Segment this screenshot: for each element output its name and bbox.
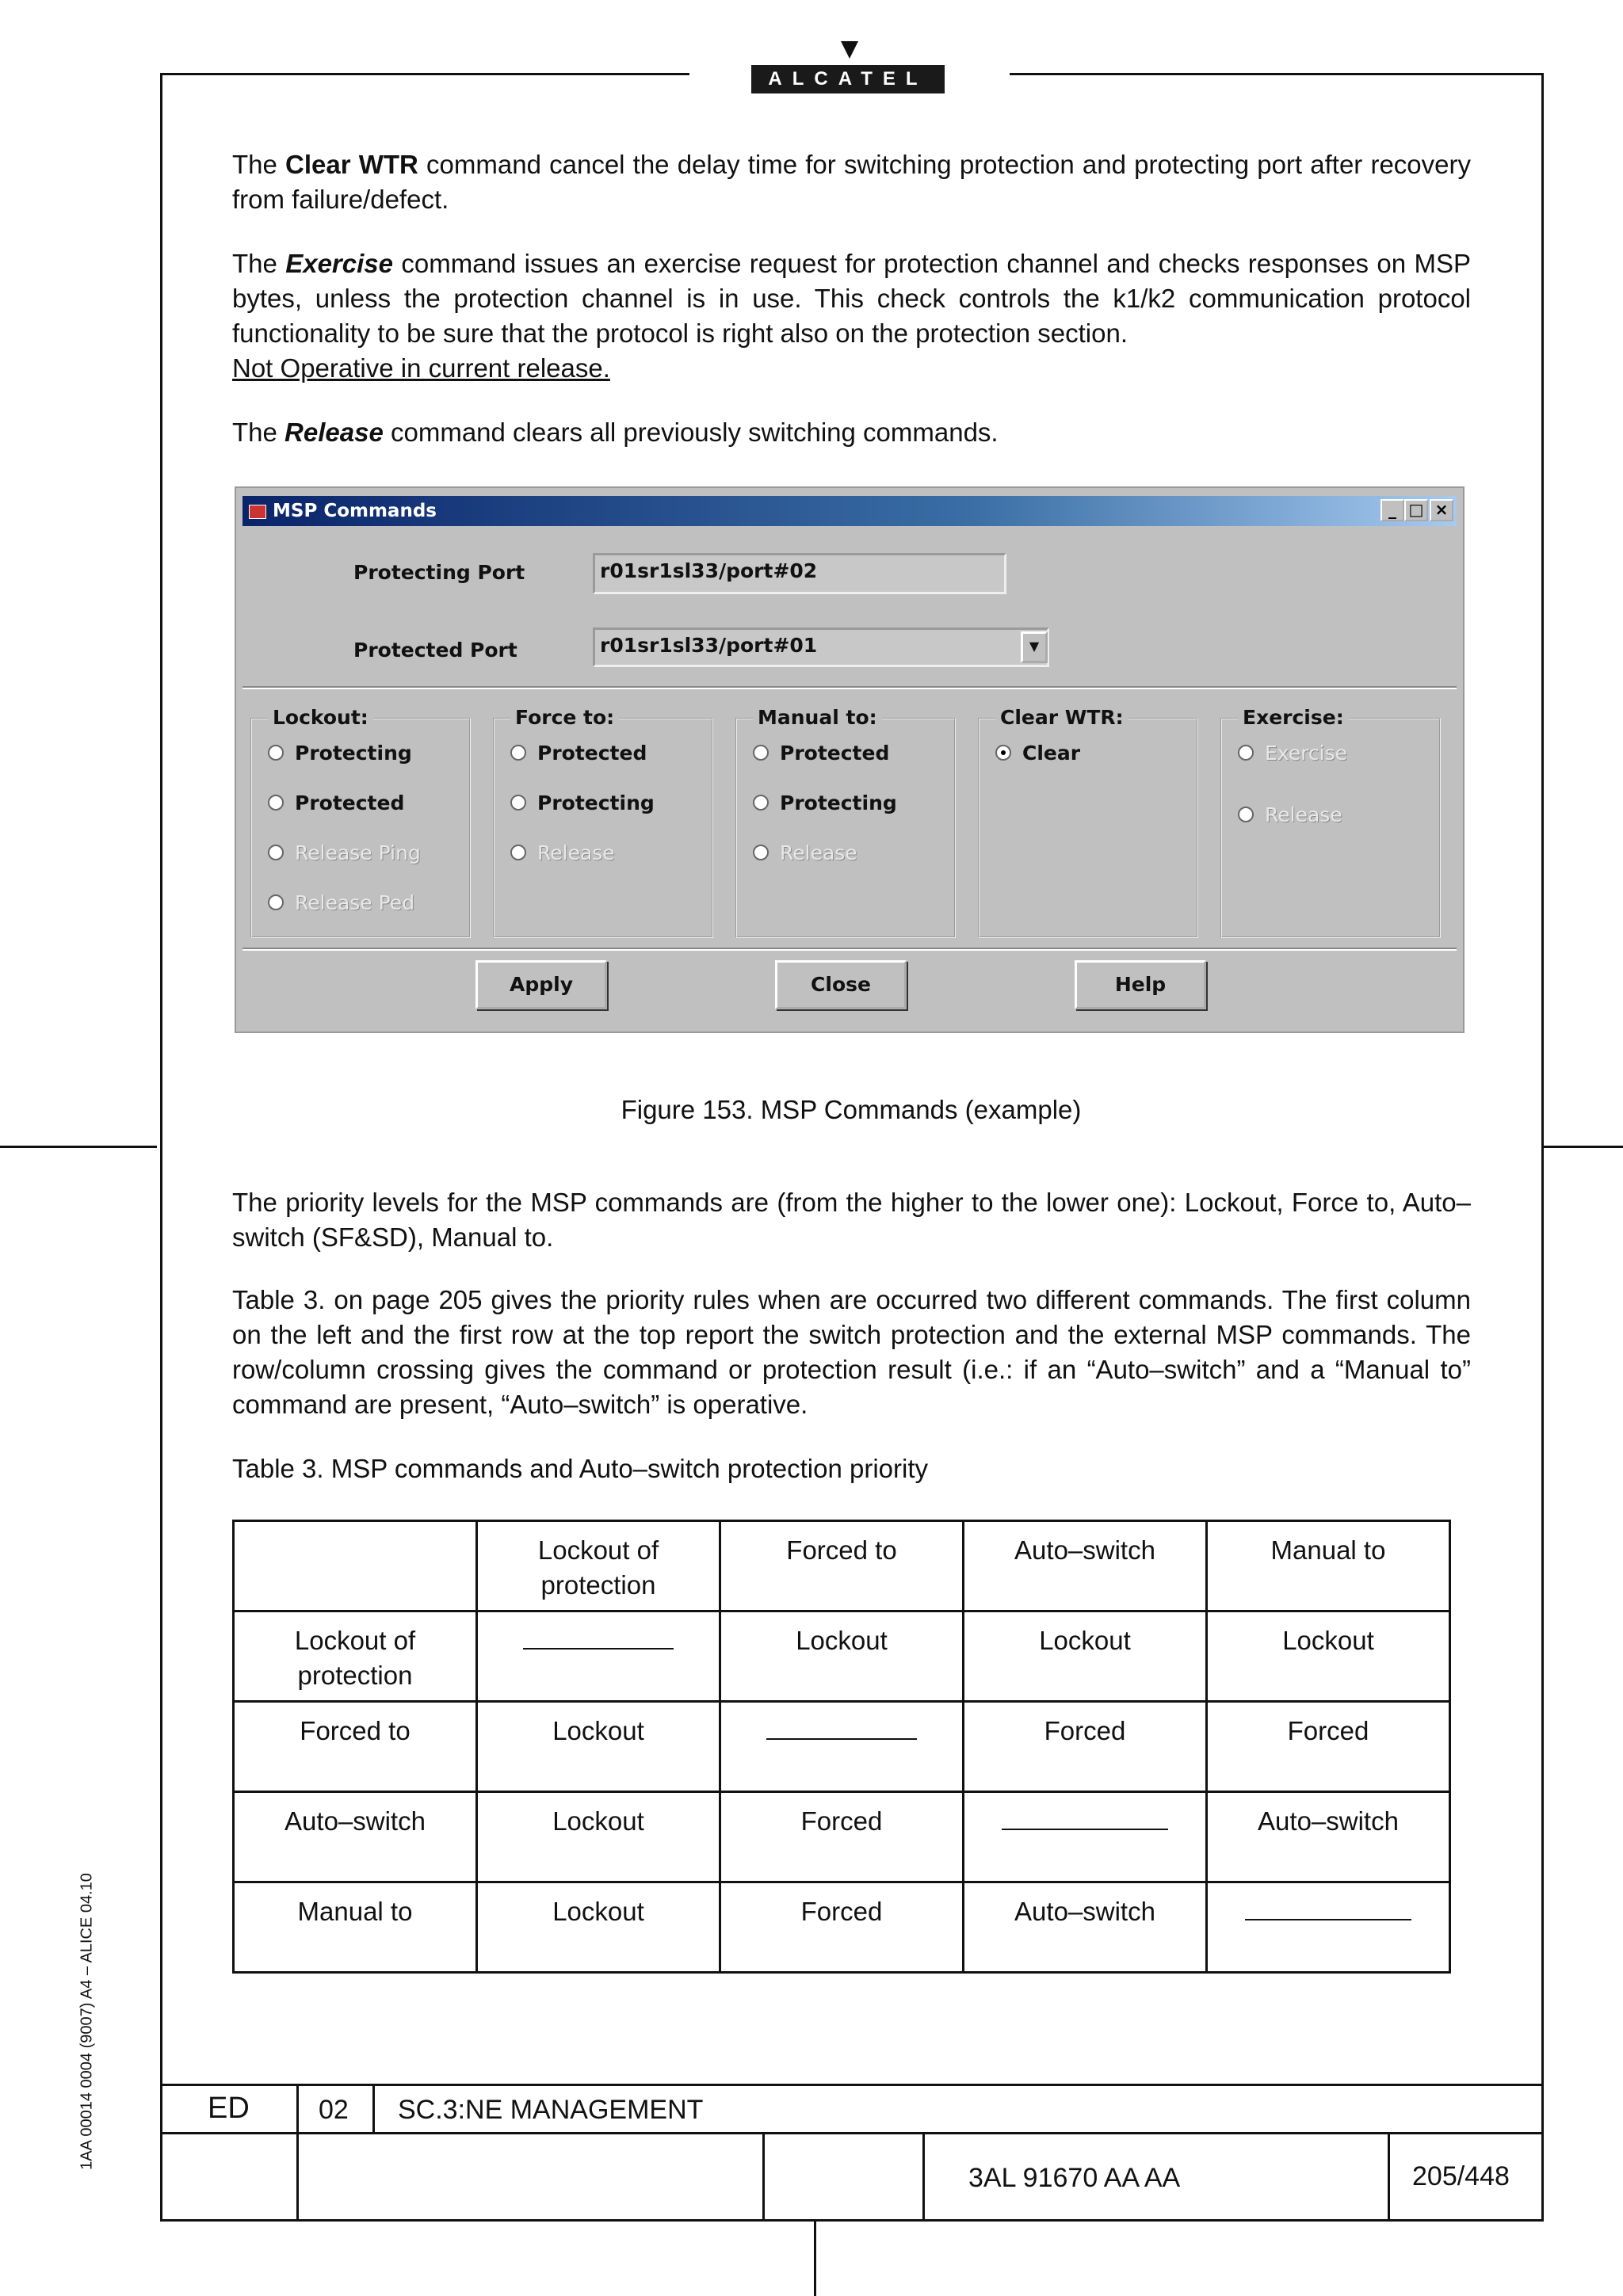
frame-left [160, 73, 162, 2222]
table-cell-empty [1207, 1882, 1450, 1973]
page-number: 205/448 [1412, 2161, 1510, 2191]
exercise-release-radio [1238, 803, 1342, 827]
option-label: Protecting [780, 791, 897, 814]
manual-to-group [735, 706, 956, 938]
manual-protected-radio[interactable] [753, 742, 889, 765]
lockout-protected-radio[interactable] [268, 791, 404, 815]
table-cell: Lockout [477, 1792, 720, 1882]
table-row [234, 1882, 1450, 1973]
footer-vline [762, 2132, 765, 2222]
exercise-group-title: Exercise: [1238, 706, 1349, 729]
table-row-header: Forced to [234, 1702, 477, 1792]
table-cell: Lockout [964, 1611, 1207, 1702]
maximize-icon[interactable]: □ [1404, 499, 1428, 521]
table-cell-empty [964, 1792, 1207, 1882]
frame-top-right [1010, 73, 1544, 75]
frame-top-left [160, 73, 689, 75]
dash-line [1245, 1919, 1411, 1920]
protecting-port-label: Protecting Port [353, 561, 525, 584]
clear-wtr-term: Clear WTR [285, 150, 418, 179]
table-cell: Forced [1207, 1702, 1450, 1792]
radio-icon [268, 745, 284, 761]
radio-icon [510, 745, 526, 761]
radio-icon [1238, 745, 1254, 761]
table-cell: Forced [964, 1702, 1207, 1792]
option-label: Release [1265, 803, 1342, 826]
dialog-title: MSP Commands [273, 501, 437, 521]
table-cell: Auto–switch [964, 1882, 1207, 1973]
radio-icon [753, 795, 769, 810]
manual-release-radio [753, 841, 857, 865]
table-row [234, 1611, 1450, 1702]
manual-group-title: Manual to: [753, 706, 882, 729]
protecting-port-field[interactable]: r01sr1sl33/port#02 [593, 553, 1006, 594]
table-ref-paragraph: Table 3. on page 205 gives the priority rules when are occurred two different commands. The first column on the left and the first row at the top report the switch protection and the external MSP commands. The row/column crossing gives the command or protection result (i.e.: if an “Auto–switch” and a “Manual to” command are present, “Auto–switch” is operative. [232, 1285, 1471, 1419]
radio-icon [268, 795, 284, 810]
option-label: Exercise [1265, 742, 1348, 765]
help-button[interactable]: Help [1075, 960, 1206, 1009]
option-label: Release [780, 841, 857, 864]
footer-vline [372, 2084, 375, 2134]
priority-paragraph: The priority levels for the MSP commands are (from the higher to the lower one): Lockout, Force to, Auto–switch (SF&SD), Manual to. [232, 1188, 1471, 1252]
lockout-release-ped-radio [268, 891, 414, 915]
table-row-header: Lockout of protection [234, 1611, 477, 1702]
force-protected-radio[interactable] [510, 742, 647, 765]
table-title: Table 3. MSP commands and Auto–switch protection priority [232, 1454, 928, 1483]
clearwtr-group-title: Clear WTR: [995, 706, 1128, 729]
table-row [234, 1792, 1450, 1882]
dash-line [766, 1738, 917, 1740]
footer-stem [814, 2222, 816, 2296]
chevron-down-icon[interactable]: ▼ [1021, 631, 1048, 663]
force-to-group [493, 706, 713, 938]
force-protecting-radio[interactable] [510, 791, 655, 815]
footer-vline [296, 2084, 299, 2222]
radio-icon [268, 894, 284, 910]
option-label: Release Ped [295, 891, 415, 914]
clear-wtr-group [978, 706, 1198, 938]
protected-port-label: Protected Port [353, 639, 517, 662]
table-cell: Lockout [477, 1882, 720, 1973]
divider [242, 948, 1457, 951]
table-row-header: Manual to [234, 1882, 477, 1973]
not-operative-note: Not Operative in current release. [232, 353, 610, 383]
dash-line [523, 1648, 674, 1650]
side-code: 1AA 00014 0004 (9007) A4 – ALICE 04.10 [78, 1873, 96, 2170]
footer-line-top [160, 2084, 1544, 2086]
priority-table [232, 1520, 1451, 1974]
option-label: Release Ping [295, 841, 421, 864]
exercise-paragraph [232, 246, 1471, 386]
exercise-radio [1238, 742, 1347, 765]
dash-line [1002, 1829, 1168, 1830]
protected-port-select[interactable]: r01sr1sl33/port#01 [593, 627, 1049, 667]
divider [242, 686, 1457, 689]
app-icon [249, 505, 266, 519]
document-code: 3AL 91670 AA AA [968, 2163, 1181, 2193]
radio-icon [753, 745, 769, 761]
table-cell: Lockout [720, 1611, 964, 1702]
text: The [232, 249, 286, 278]
msp-commands-dialog [235, 486, 1465, 1033]
table-header-cell: Auto–switch [964, 1521, 1207, 1611]
option-label: Protected [537, 742, 647, 765]
lockout-group [250, 706, 471, 938]
table-row [234, 1521, 1450, 1611]
text: command cancel the delay time for switching protection and protecting port after recovery from failure/defect. [232, 150, 1471, 214]
table-cell-empty [720, 1702, 964, 1792]
table-cell: Lockout [477, 1702, 720, 1792]
text: command clears all previously switching commands. [383, 418, 999, 447]
radio-icon [510, 845, 526, 860]
radio-icon [1238, 807, 1254, 822]
table-cell: Forced [720, 1882, 964, 1973]
footer-line-mid [160, 2132, 1544, 2134]
text: command issues an exercise request for protection channel and checks responses on MSP bytes, unless the protection channel is in use. This check controls the k1/k2 communication protocol functionality to be sure that the protocol is right also on the protection section. [232, 249, 1471, 348]
lockout-group-title: Lockout: [268, 706, 373, 729]
clear-radio[interactable] [995, 742, 1080, 765]
table-cell: Auto–switch [1207, 1792, 1450, 1882]
lockout-protecting-radio[interactable] [268, 742, 412, 765]
close-button[interactable]: Close [775, 960, 907, 1009]
lockout-release-ping-radio [268, 841, 421, 865]
section-title: SC.3:NE MANAGEMENT [398, 2095, 704, 2125]
footer-vline [1388, 2132, 1390, 2222]
minimize-icon[interactable]: _ [1381, 499, 1404, 521]
dialog-titlebar[interactable] [242, 496, 1457, 526]
close-icon[interactable]: × [1430, 499, 1453, 521]
table-cell: Forced [720, 1792, 964, 1882]
release-paragraph [232, 415, 1471, 450]
table-header-cell: Lockout of protection [477, 1521, 720, 1611]
margin-mark-right [1544, 1146, 1623, 1148]
release-term: Release [285, 418, 384, 447]
ed-label: ED [208, 2092, 250, 2125]
footer-vline [922, 2132, 925, 2222]
exercise-group [1220, 706, 1441, 938]
table-header-cell: Forced to [720, 1521, 964, 1611]
option-label: Protecting [295, 742, 412, 765]
radio-icon [753, 845, 769, 860]
option-label: Protecting [537, 791, 655, 814]
table-cell-empty [477, 1611, 720, 1702]
radio-icon [268, 845, 284, 860]
radio-icon [510, 795, 526, 810]
clear-wtr-paragraph [232, 147, 1471, 217]
ed-value: 02 [319, 2095, 349, 2125]
table-row [234, 1702, 1450, 1792]
manual-protecting-radio[interactable] [753, 791, 897, 815]
logo-triangle-icon [841, 41, 858, 59]
option-label: Clear [1022, 742, 1081, 765]
margin-mark-left [0, 1146, 157, 1148]
force-release-radio [510, 841, 615, 865]
figure-caption: Figure 153. MSP Commands (example) [621, 1095, 1082, 1124]
radio-selected-icon [995, 745, 1011, 761]
footer-line-bottom [160, 2219, 1544, 2222]
option-label: Protected [780, 742, 890, 765]
option-label: Release [537, 841, 615, 864]
option-label: Protected [295, 791, 405, 814]
table-cell: Lockout [1207, 1611, 1450, 1702]
table-header-cell: Manual to [1207, 1521, 1450, 1611]
table-row-header: Auto–switch [234, 1792, 477, 1882]
force-group-title: Force to: [510, 706, 619, 729]
alcatel-logo: ALCATEL [751, 65, 945, 93]
table-cell [234, 1521, 477, 1611]
apply-button[interactable]: Apply [475, 960, 607, 1009]
text: The [232, 418, 285, 447]
exercise-term: Exercise [285, 249, 394, 278]
text: The [232, 150, 286, 179]
